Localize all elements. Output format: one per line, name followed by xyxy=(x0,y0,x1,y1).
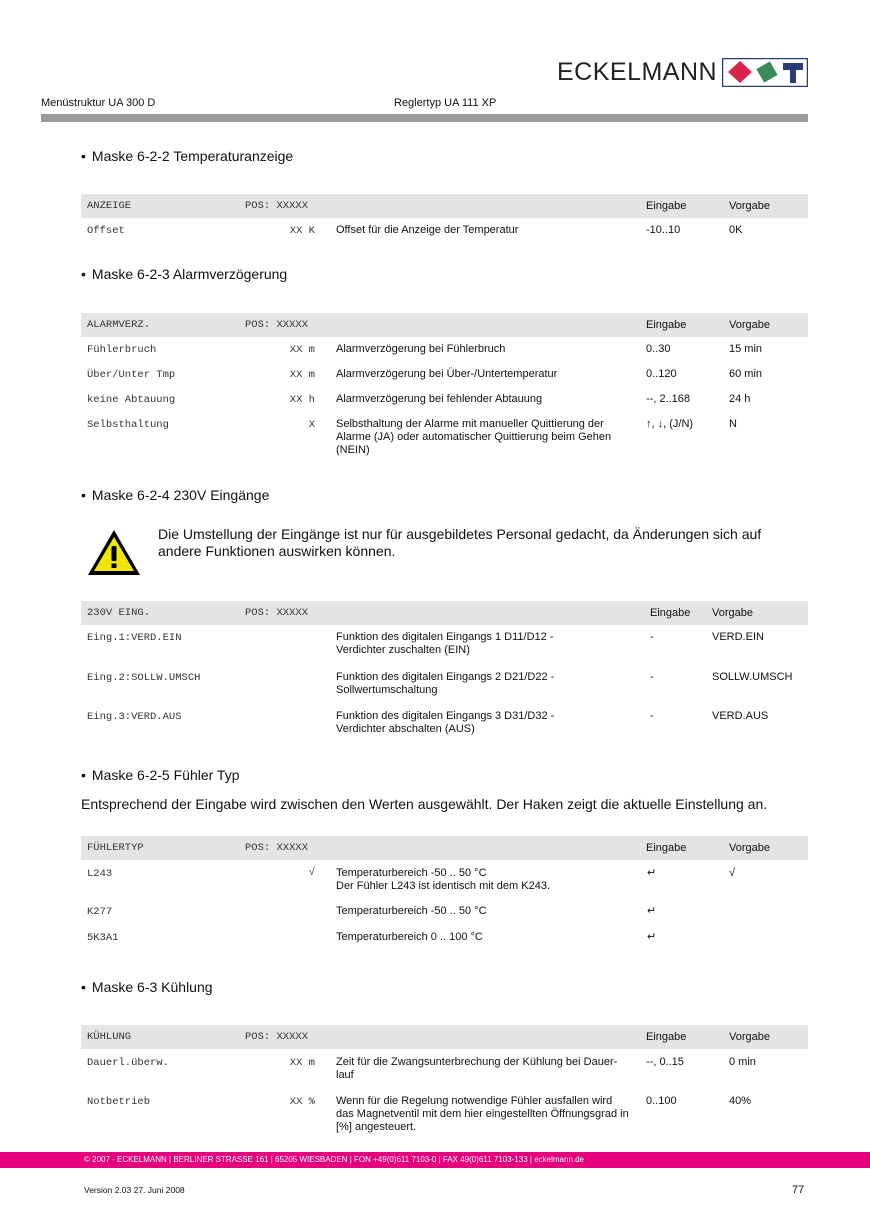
section-title-6-2-3: • Maske 6-2-3 Alarmverzögerung xyxy=(81,266,288,282)
check-icon: √ xyxy=(729,867,736,879)
table-header: FÜHLERTYP POS: XXXXX Eingabe Vorgabe xyxy=(81,836,808,860)
page-number: 77 xyxy=(792,1184,805,1196)
brand-name: ECKELMANN xyxy=(557,58,718,86)
section-title-6-2-4: • Maske 6-2-4 230V Eingänge xyxy=(81,487,270,503)
warning-triangle-icon xyxy=(86,528,142,578)
enter-icon: ↵ xyxy=(647,867,657,879)
section-title-6-3: • Maske 6-3 Kühlung xyxy=(81,979,213,995)
section-title-6-2-5: • Maske 6-2-5 Fühler Typ xyxy=(81,767,240,783)
footer-bar xyxy=(0,1152,870,1168)
check-icon: √ xyxy=(308,867,315,879)
table-header: 230V EING. POS: XXXXX Eingabe Vorgabe xyxy=(81,601,808,625)
table-header: ANZEIGE POS: XXXXX Eingabe Vorgabe xyxy=(81,194,808,218)
intro-text: Entsprechend der Eingabe wird zwischen den Werten ausgewählt. Der Haken zeigt die aktuelle Einstellung an. xyxy=(81,796,768,812)
header-center: Reglertyp UA 111 XP xyxy=(394,97,497,109)
eckelmann-logo-icon xyxy=(722,58,808,87)
warning-text: Die Umstellung der Eingänge ist nur für ausgebildetes Personal gedacht, da Änderungen sich auf andere Funktionen auswirken können. xyxy=(158,526,762,559)
header-bar xyxy=(41,114,808,122)
header-left: Menüstruktur UA 300 D xyxy=(41,97,156,109)
section-title-6-2-2: • Maske 6-2-2 Temperaturanzeige xyxy=(81,148,294,164)
footer-text: © 2007 - ECKELMANN | BERLINER STRASSE 161 | 65205 WIESBADEN | FON +49(0)611 7103-0 | FAX 49(0)611 7103-133 | eckelmann.de xyxy=(84,1155,585,1164)
enter-icon: ↵ xyxy=(647,931,657,943)
version-text: Version 2.03 27. Juni 2008 xyxy=(84,1185,185,1195)
table-header: KÜHLUNG POS: XXXXX Eingabe Vorgabe xyxy=(81,1025,808,1049)
enter-icon: ↵ xyxy=(647,905,657,917)
table-header: ALARMVERZ. POS: XXXXX Eingabe Vorgabe xyxy=(81,313,808,337)
